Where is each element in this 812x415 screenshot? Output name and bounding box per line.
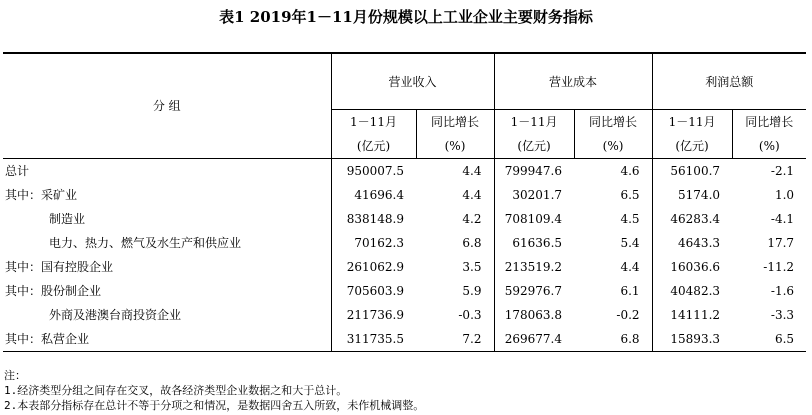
growth-cell: 4.4 — [620, 259, 640, 274]
value-cell: 40482.3 — [652, 279, 732, 303]
growth-cell: 7.2 — [416, 327, 494, 352]
sub-header-growth: 同比增长 (%) — [416, 109, 494, 158]
table-title: 表1 2019年1－11月份规模以上工业企业主要财务指标 — [219, 8, 593, 26]
sub-header-period: 1－11月 (亿元) — [652, 109, 732, 158]
value-cell: 211736.9 — [331, 303, 416, 327]
table-row — [3, 183, 806, 207]
sub-header-growth: 同比增长 (%) — [574, 109, 652, 158]
table-row — [3, 255, 806, 279]
growth-cell: 6.5 — [620, 187, 640, 202]
row-label: 电力、热力、燃气及水生产和供应业 — [49, 236, 242, 250]
growth-cell: 4.2 — [462, 211, 482, 226]
value-cell: 261062.9 — [331, 255, 416, 279]
growth-cell: 5.4 — [620, 235, 640, 250]
financial-indicators-table — [3, 52, 806, 352]
value-cell: 708109.4 — [494, 207, 574, 231]
row-label: 外商及港澳台商投资企业 — [49, 308, 182, 322]
value-cell: 14111.2 — [652, 303, 732, 327]
value-cell: 30201.7 — [494, 183, 574, 207]
row-label: 其中：国有控股企业 — [5, 260, 114, 274]
growth-cell: -4.1 — [770, 211, 795, 226]
growth-cell: 4.5 — [620, 211, 640, 226]
value-cell: 269677.4 — [494, 327, 574, 352]
row-label: 其中：私营企业 — [3, 327, 331, 352]
row-label: 制造业 — [49, 212, 86, 226]
table-body — [3, 158, 806, 351]
footnotes — [4, 368, 424, 413]
value-cell: 4643.3 — [652, 231, 732, 255]
growth-cell: 6.1 — [620, 283, 640, 298]
value-cell: 46283.4 — [652, 207, 732, 231]
growth-cell: -0.3 — [458, 307, 482, 322]
growth-cell: 3.5 — [462, 259, 482, 274]
value-cell: 16036.6 — [652, 255, 732, 279]
value-cell: 178063.8 — [494, 303, 574, 327]
note-line: 注： — [4, 369, 26, 382]
value-cell: 799947.6 — [494, 158, 574, 183]
value-cell: 70162.3 — [331, 231, 416, 255]
value-cell: 15893.3 — [652, 327, 732, 352]
group-header: 分 组 — [3, 53, 331, 158]
growth-cell: 4.4 — [462, 187, 482, 202]
value-cell: 838148.9 — [331, 207, 416, 231]
sub-header-period: 1－11月 (亿元) — [494, 109, 574, 158]
table-row — [3, 279, 806, 303]
growth-cell: -1.6 — [770, 283, 795, 298]
growth-cell: 17.7 — [767, 235, 795, 250]
value-cell: 592976.7 — [494, 279, 574, 303]
growth-cell: 1.0 — [774, 187, 795, 202]
value-cell: 56100.7 — [652, 158, 732, 183]
row-label: 总计 — [5, 164, 30, 178]
row-label: 其中：采矿业 — [5, 188, 78, 202]
note-line: 1.经济类型分组之间存在交叉，故各经济类型企业数据之和大于总计。 — [4, 384, 348, 397]
col-group-profit: 利润总额 — [652, 53, 806, 109]
table-row — [3, 207, 806, 231]
value-cell: 705603.9 — [331, 279, 416, 303]
sub-header-period: 1－11月 (亿元) — [331, 109, 416, 158]
col-group-revenue: 营业收入 — [331, 53, 494, 109]
growth-cell: 6.8 — [574, 327, 652, 352]
growth-cell: 6.5 — [732, 327, 806, 352]
col-group-cost: 营业成本 — [494, 53, 652, 109]
table-row — [3, 158, 806, 183]
value-cell: 311735.5 — [331, 327, 416, 352]
sub-header-growth: 同比增长 (%) — [732, 109, 806, 158]
value-cell: 950007.5 — [331, 158, 416, 183]
growth-cell: -0.2 — [616, 307, 640, 322]
table-row — [3, 327, 806, 352]
growth-cell: 4.6 — [620, 163, 640, 178]
table-row — [3, 231, 806, 255]
value-cell: 213519.2 — [494, 255, 574, 279]
table-row — [3, 303, 806, 327]
value-cell: 41696.4 — [331, 183, 416, 207]
row-label: 其中：股份制企业 — [5, 284, 102, 298]
value-cell: 61636.5 — [494, 231, 574, 255]
growth-cell: -2.1 — [770, 163, 795, 178]
growth-cell: 4.4 — [462, 163, 482, 178]
growth-cell: 6.8 — [462, 235, 482, 250]
value-cell: 5174.0 — [652, 183, 732, 207]
note-line: 2.本表部分指标存在总计不等于分项之和情况，是数据四舍五入所致，未作机械调整。 — [4, 399, 425, 412]
growth-cell: 5.9 — [462, 283, 482, 298]
growth-cell: -3.3 — [770, 307, 795, 322]
growth-cell: -11.2 — [763, 259, 795, 274]
